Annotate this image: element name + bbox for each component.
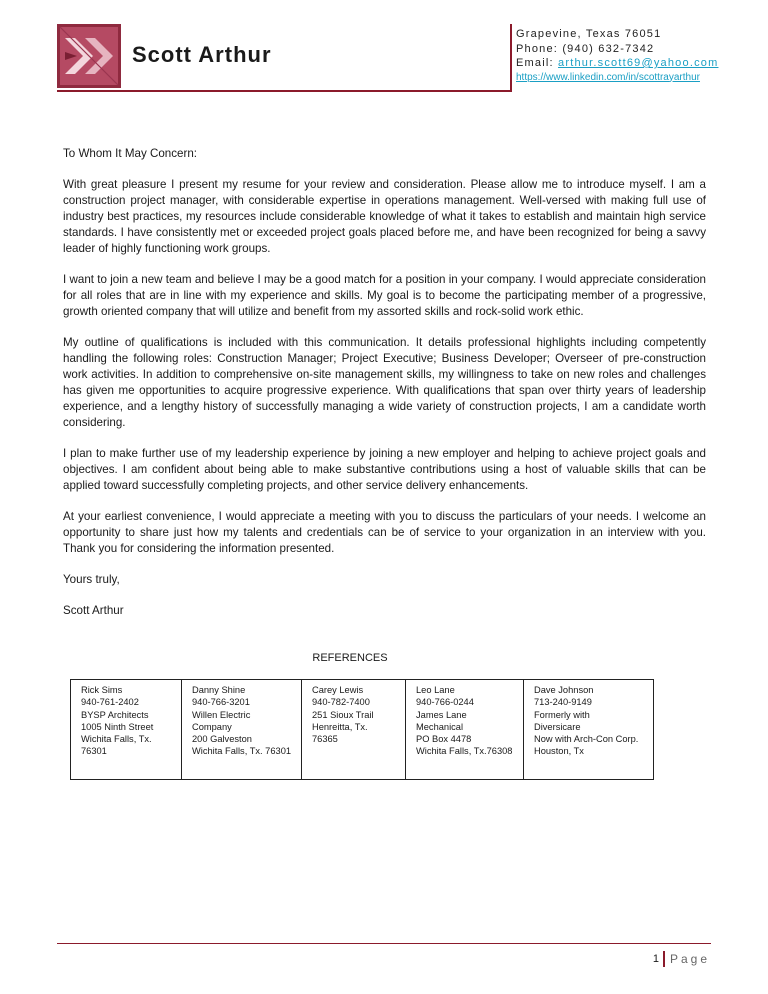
header-rule bbox=[57, 90, 511, 92]
ref-line: Wichita Falls, Tx.76308 bbox=[416, 746, 513, 757]
salutation: To Whom It May Concern: bbox=[63, 147, 198, 160]
references-title: REFERENCES bbox=[312, 652, 388, 664]
reference-cell bbox=[182, 680, 302, 780]
ref-line: Wichita Falls, Tx. bbox=[81, 734, 152, 745]
page-footer bbox=[653, 951, 710, 967]
ref-line: Now with Arch-Con Corp. bbox=[534, 734, 639, 745]
ref-line: Houston, Tx bbox=[534, 746, 584, 757]
applicant-name: Scott Arthur bbox=[132, 42, 272, 67]
reference-cell bbox=[302, 680, 406, 780]
letter-body bbox=[63, 146, 706, 634]
ref-line: 76301 bbox=[81, 746, 107, 757]
reference-cell bbox=[524, 680, 654, 780]
contact-block bbox=[516, 27, 718, 85]
ref-line: Leo Lane bbox=[416, 685, 455, 695]
paragraph: I want to join a new team and believe I may be a good match for a position in your company. I would appreciate consideration for all roles that are in line with my experience and skills. My goal is to become the participating member of a progressive, growth oriented company that will utilize and benefit from my assorted skills and rock-solid work ethic. bbox=[63, 273, 706, 318]
ref-line: 713-240-9149 bbox=[534, 697, 592, 708]
ref-line: 940-782-7400 bbox=[312, 697, 370, 708]
page-label: Page bbox=[669, 952, 710, 966]
ref-line: PO Box 4478 bbox=[416, 734, 472, 745]
ref-line: 940-766-0244 bbox=[416, 697, 474, 708]
paragraph: My outline of qualifications is included with this communication. It details professional highlights including competently handling the following roles: Construction Manager; Project Executive; Business Developer; Overseer of pre-construction work activities. In addition to comprehensive on-site management skills, my willingness to take on new roles and challenges has given me opportunities to acquire progressive experience. With qualifications that span over thirty years of leadership experience, and a lengthy history of successfully managing a wide variety of construction projects, I am a candidate worth considering. bbox=[63, 336, 706, 429]
ref-line: BYSP Architects bbox=[81, 709, 149, 720]
reference-cell bbox=[71, 680, 182, 780]
ref-line: 940-761-2402 bbox=[81, 697, 139, 708]
paragraph: I plan to make further use of my leadership experience by joining a new employer and helping to achieve project goals and objectives. I am confident about being able to make substantive contributions using a host of valuable skills that can be applied toward successfully completing projects, and other service delivery enhancements. bbox=[63, 447, 706, 492]
paragraph: With great pleasure I present my resume for your review and consideration. Please allow me to introduce myself. I am a construction project manager, with considerable expertise in operations management. Well-versed with making full use of industry best practices, my resources include considerable knowledge of what it takes to establish and maintain high service standards. I have consistently met or exceeded project goals placed before me, and have been recognized for being a savvy leader of highly functioning work groups. bbox=[63, 178, 706, 255]
email-line bbox=[516, 56, 718, 71]
reference-cell bbox=[406, 680, 524, 780]
ref-line: Willen Electric bbox=[192, 709, 251, 720]
address: Grapevine, Texas 76051 bbox=[516, 28, 662, 40]
ref-line: Henreitta, Tx. bbox=[312, 721, 368, 732]
ref-line: Company bbox=[192, 721, 232, 732]
table-row bbox=[71, 680, 654, 780]
ref-line: Mechanical bbox=[416, 721, 464, 732]
closing: Yours truly, bbox=[63, 573, 120, 586]
references-table bbox=[70, 679, 654, 780]
ref-line: 1005 Ninth Street bbox=[81, 721, 154, 732]
ref-line: 76365 bbox=[312, 734, 338, 745]
ref-line: Formerly with bbox=[534, 709, 590, 720]
logo bbox=[57, 24, 121, 88]
ref-line: 200 Galveston bbox=[192, 734, 252, 745]
paragraph: At your earliest convenience, I would appreciate a meeting with you to discuss the particulars of your needs. I welcome an opportunity to share just how my talents and credentials can be of service to your organization in an interview with you. Thank you for considering the information presented. bbox=[63, 510, 706, 555]
linkedin-link[interactable]: https://www.linkedin.com/in/scottrayarthur bbox=[516, 71, 700, 83]
ref-line: Diversicare bbox=[534, 721, 581, 732]
ref-line: 940-766-3201 bbox=[192, 697, 250, 708]
page-number: 1 bbox=[652, 953, 659, 965]
ref-line: Wichita Falls, Tx. 76301 bbox=[192, 746, 292, 757]
ref-line: Dave Johnson bbox=[534, 685, 594, 695]
ref-line: 251 Sioux Trail bbox=[312, 709, 374, 720]
logo-mark-icon bbox=[57, 24, 121, 88]
phone: Phone: (940) 632-7342 bbox=[516, 42, 655, 55]
email-label: Email: bbox=[516, 57, 559, 69]
ref-line: Danny Shine bbox=[192, 685, 246, 695]
ref-line: James Lane bbox=[416, 709, 467, 720]
email-link[interactable]: arthur.scott69@yahoo.com bbox=[558, 57, 719, 69]
ref-line: Carey Lewis bbox=[312, 685, 364, 695]
signature: Scott Arthur bbox=[63, 604, 124, 617]
ref-line: Rick Sims bbox=[81, 685, 123, 695]
footer-rule bbox=[57, 943, 711, 944]
header-divider bbox=[510, 24, 512, 92]
footer-divider bbox=[663, 951, 665, 967]
